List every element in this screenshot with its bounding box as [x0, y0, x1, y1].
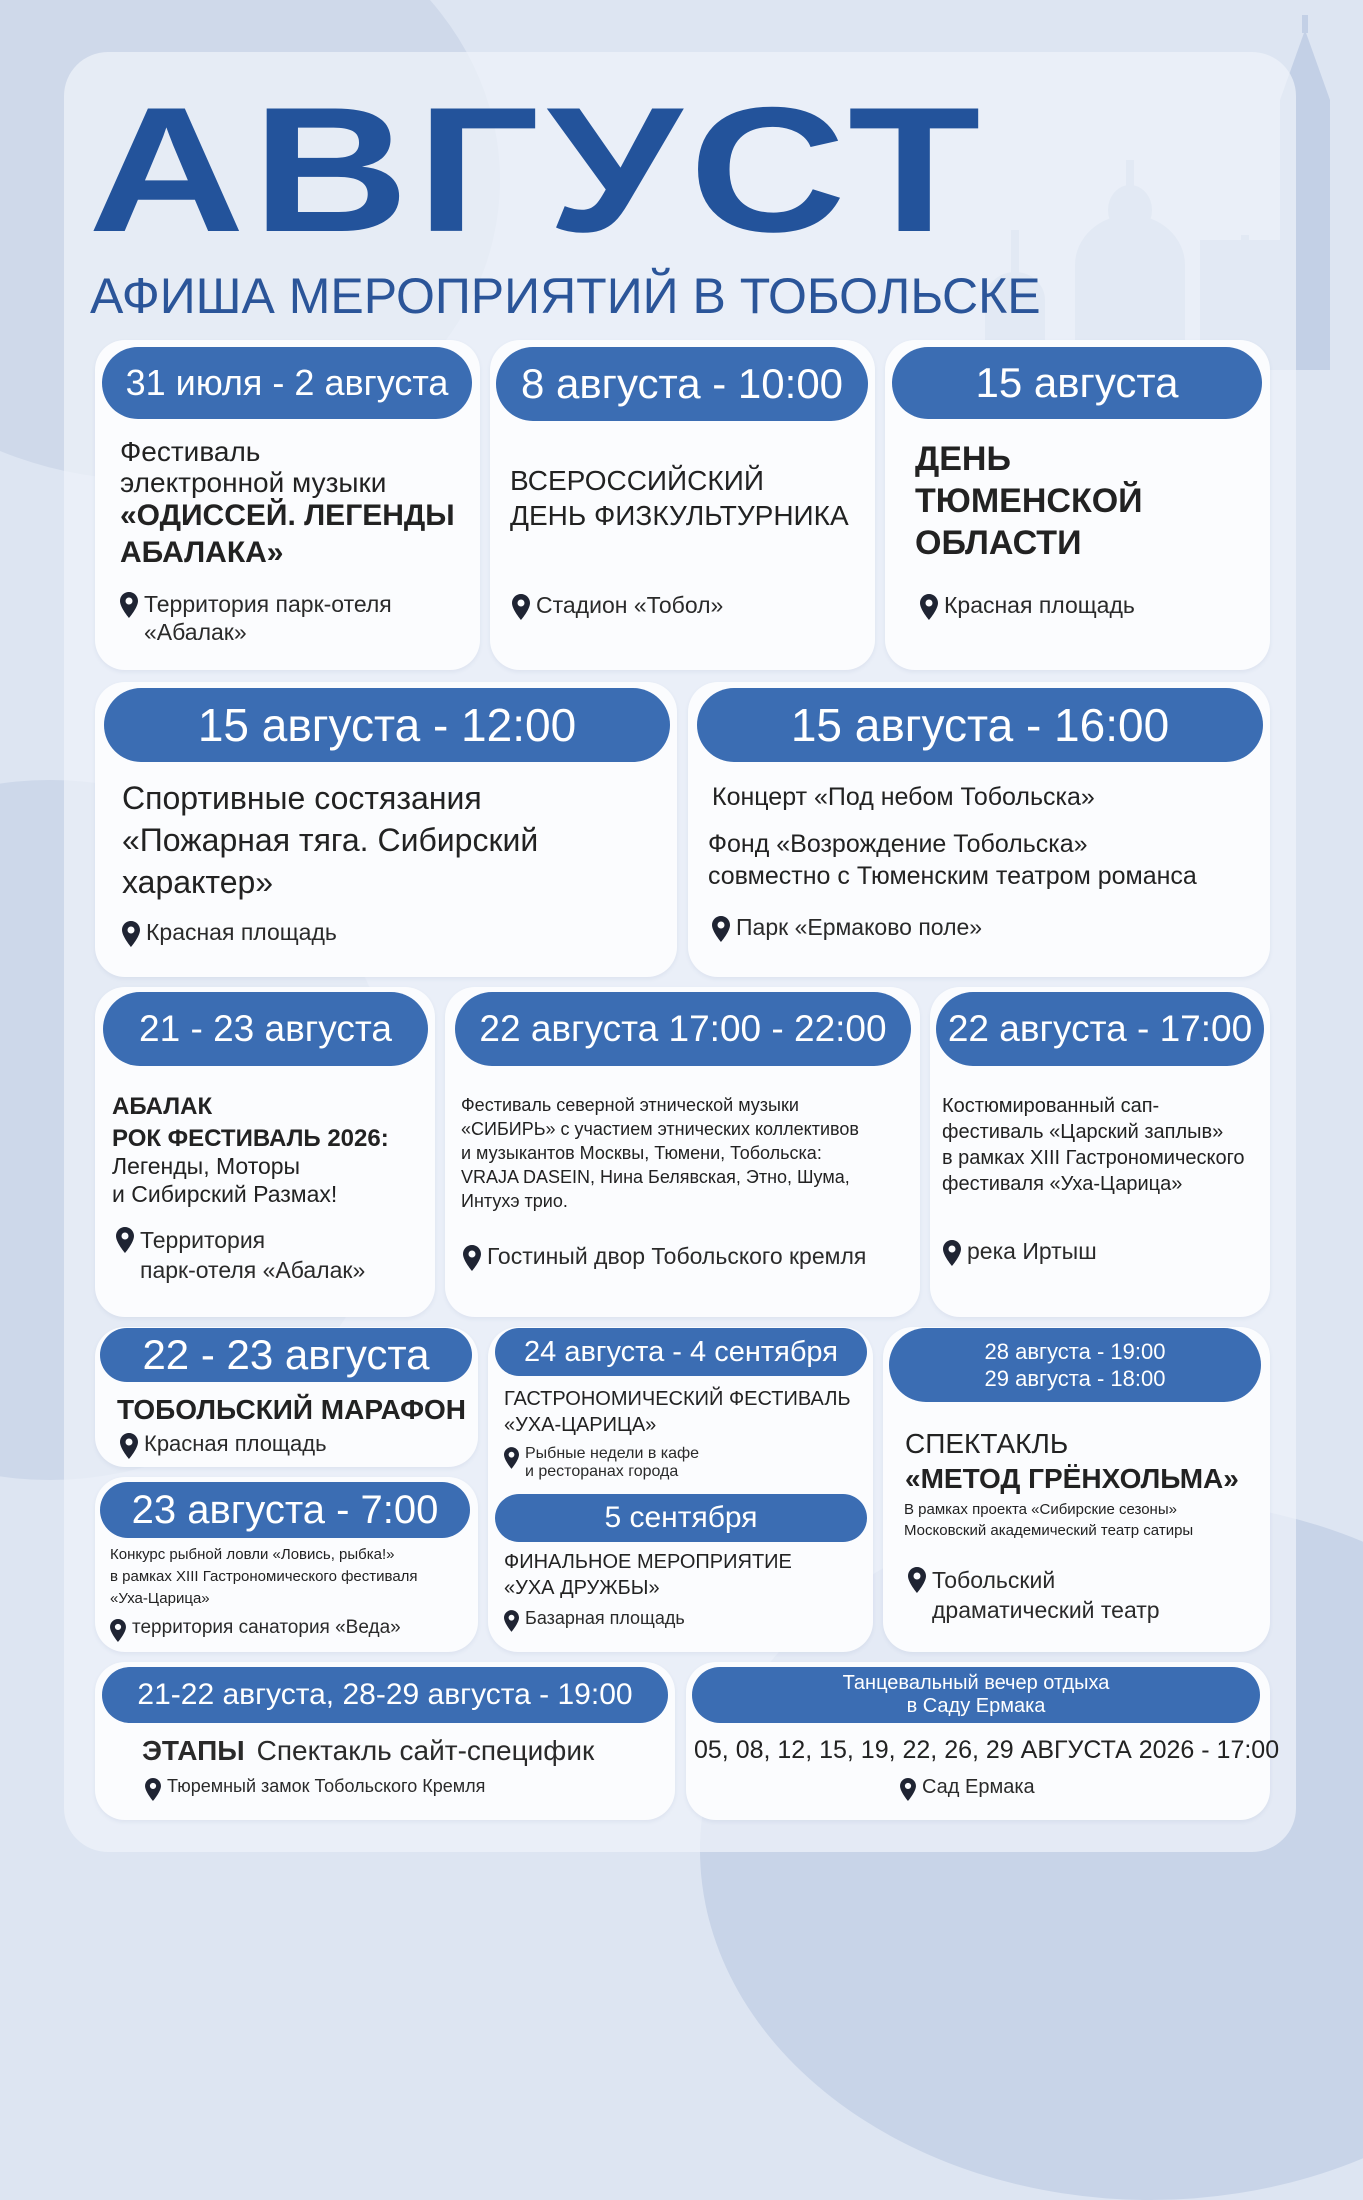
event-date-pill: 21 - 23 августа: [103, 992, 428, 1066]
event-location: [504, 1445, 699, 1481]
event-description: Фестиваль северной этнической музыки: [461, 1095, 799, 1115]
event-date-pill: 23 августа - 7:00: [100, 1482, 470, 1538]
location-text: парк-отеля «Абалак»: [140, 1257, 366, 1283]
event-title: АБАЛАКА»: [120, 536, 284, 569]
page-title: АВГУСТ: [88, 70, 988, 269]
event-date-pill: 15 августа - 16:00: [697, 688, 1263, 762]
event-title: ЭТАПЫ: [142, 1735, 245, 1766]
map-pin-icon: [712, 916, 730, 942]
event-description: ФИНАЛЬНОЕ МЕРОПРИЯТИЕ: [504, 1551, 792, 1573]
event-description: Московский академический театр сатиры: [904, 1522, 1194, 1539]
location-text: Красная площадь: [146, 919, 337, 945]
event-date-pill: 31 июля - 2 августа: [102, 347, 472, 419]
event-date-pill: 24 августа - 4 сентября: [495, 1328, 867, 1376]
event-description: в рамках XIII Гастрономического: [942, 1147, 1245, 1169]
event-date-pill: 22 - 23 августа: [100, 1328, 472, 1382]
location-text: Территория: [140, 1227, 266, 1253]
map-pin-icon: [145, 1778, 161, 1801]
event-location: [120, 1431, 327, 1459]
event-description: Фестиваль: [120, 436, 261, 467]
location-text: территория санатория «Веда»: [132, 1617, 401, 1638]
event-description: Спектакль сайт-специфик: [256, 1735, 595, 1766]
event-description: ВСЕРОССИЙСКИЙ: [510, 465, 764, 496]
event-description: Концерт «Под небом Тобольска»: [712, 783, 1095, 811]
event-location: [463, 1243, 866, 1271]
event-location: [110, 1617, 401, 1642]
location-text: Красная площадь: [144, 1431, 327, 1456]
event-location: [120, 590, 392, 646]
event-date-pill: [692, 1667, 1260, 1723]
location-text: Тюремный замок Тобольского Кремля: [167, 1776, 486, 1796]
event-title: ДЕНЬ: [915, 440, 1011, 478]
map-pin-icon: [116, 1227, 134, 1253]
event-date-pill: 22 августа 17:00 - 22:00: [455, 992, 911, 1066]
event-date-pill: 8 августа - 10:00: [496, 347, 868, 421]
event-location: [712, 914, 982, 942]
event-date-pill: 5 сентября: [495, 1494, 867, 1542]
event-location: [145, 1776, 485, 1801]
event-description: и музыкантов Москвы, Тюмени, Тобольска:: [461, 1143, 822, 1163]
event-description: Фонд «Возрождение Тобольска»: [708, 830, 1088, 858]
event-description: «УХА-ЦАРИЦА»: [504, 1414, 657, 1436]
map-pin-icon: [504, 1610, 519, 1632]
location-text: «Абалак»: [144, 619, 247, 645]
location-text: Сад Ермака: [922, 1776, 1035, 1798]
page-subtitle: АФИША МЕРОПРИЯТИЙ В ТОБОЛЬСКЕ: [90, 268, 1041, 324]
event-description: и Сибирский Размах!: [112, 1181, 338, 1207]
event-title: «МЕТОД ГРЁНХОЛЬМА»: [905, 1463, 1239, 1494]
event-description: Спортивные состязания: [122, 780, 482, 816]
event-header: в Саду Ермака: [906, 1695, 1046, 1717]
event-location: [504, 1608, 685, 1632]
event-description: совместно с Тюменским театром романса: [708, 862, 1197, 890]
event-title: ТЮМЕНСКОЙ: [915, 482, 1143, 520]
location-text: драматический театр: [932, 1597, 1160, 1623]
map-pin-icon: [120, 592, 138, 618]
event-description: ДЕНЬ ФИЗКУЛЬТУРНИКА: [510, 500, 849, 531]
location-text: и ресторанах города: [525, 1463, 679, 1480]
event-date-pill: 21-22 августа, 28-29 августа - 19:00: [102, 1667, 668, 1723]
event-description: характер»: [122, 864, 274, 900]
event-location: [943, 1238, 1097, 1266]
event-title: «ОДИССЕЙ. ЛЕГЕНДЫ: [120, 499, 455, 532]
event-description: СПЕКТАКЛЬ: [905, 1428, 1069, 1459]
map-pin-icon: [504, 1447, 519, 1469]
event-date-pill: [889, 1328, 1261, 1402]
location-text: Парк «Ермаково поле»: [736, 914, 983, 940]
event-title-line: [142, 1735, 594, 1767]
event-description: в рамках XIII Гастрономического фестиваля: [110, 1568, 418, 1585]
event-description: «Уха-Царица»: [110, 1590, 210, 1607]
map-pin-icon: [463, 1245, 481, 1271]
event-description: «Пожарная тяга. Сибирский: [122, 822, 539, 858]
event-description: Костюмированный сап-: [942, 1095, 1160, 1117]
map-pin-icon: [943, 1240, 961, 1266]
location-text: Красная площадь: [944, 592, 1135, 618]
location-text: Гостиный двор Тобольского кремля: [487, 1243, 867, 1269]
event-description: Легенды, Моторы: [112, 1153, 301, 1179]
event-title: ОБЛАСТИ: [915, 524, 1082, 562]
event-dates: 05, 08, 12, 15, 19, 22, 26, 29 АВГУСТА 2026 - 17:00: [694, 1736, 1280, 1764]
location-text: Территория парк-отеля: [144, 591, 392, 617]
event-date-pill: 22 августа - 17:00: [936, 992, 1264, 1066]
event-description: фестиваль «Царский заплыв»: [942, 1121, 1224, 1143]
event-description: «УХА ДРУЖБЫ»: [504, 1577, 660, 1599]
event-date: 28 августа - 19:00: [984, 1339, 1166, 1364]
event-location: [122, 919, 337, 947]
event-description: В рамках проекта «Сибирские сезоны»: [904, 1501, 1177, 1518]
map-pin-icon: [512, 594, 530, 620]
event-location: [512, 592, 723, 620]
location-text: Рыбные недели в кафе: [525, 1445, 700, 1462]
event-title: АБАЛАК: [112, 1093, 213, 1120]
map-pin-icon: [122, 921, 140, 947]
event-description: электронной музыки: [120, 467, 387, 498]
event-description: фестиваля «Уха-Царица»: [942, 1173, 1183, 1195]
location-text: Стадион «Тобол»: [536, 592, 724, 618]
event-location: [900, 1776, 1035, 1801]
location-text: река Иртыш: [967, 1238, 1097, 1264]
location-text: Тобольский: [932, 1567, 1056, 1593]
event-date-pill: 15 августа: [892, 347, 1262, 419]
event-date: 29 августа - 18:00: [984, 1366, 1166, 1391]
map-pin-icon: [908, 1567, 926, 1593]
map-pin-icon: [120, 1433, 138, 1459]
event-description: ГАСТРОНОМИЧЕСКИЙ ФЕСТИВАЛЬ: [504, 1388, 851, 1410]
event-location: [116, 1225, 365, 1285]
event-description: «СИБИРЬ» с участием этнических коллективов: [461, 1119, 859, 1139]
event-header: Танцевальный вечер отдыха: [842, 1672, 1110, 1694]
location-text: Базарная площадь: [525, 1608, 685, 1628]
event-title: РОК ФЕСТИВАЛЬ 2026:: [112, 1125, 389, 1152]
event-description: Конкурс рыбной ловли «Ловись, рыбка!»: [110, 1546, 395, 1563]
event-location: [908, 1565, 1160, 1625]
event-title: ТОБОЛЬСКИЙ МАРАФОН: [117, 1394, 466, 1425]
event-description: VRAJA DASEIN, Нина Белявская, Этно, Шума,: [461, 1167, 850, 1187]
event-date-pill: 15 августа - 12:00: [104, 688, 670, 762]
map-pin-icon: [920, 594, 938, 620]
map-pin-icon: [900, 1778, 916, 1801]
event-description: Интухэ трио.: [461, 1191, 568, 1211]
map-pin-icon: [110, 1619, 126, 1642]
event-location: [920, 592, 1135, 620]
